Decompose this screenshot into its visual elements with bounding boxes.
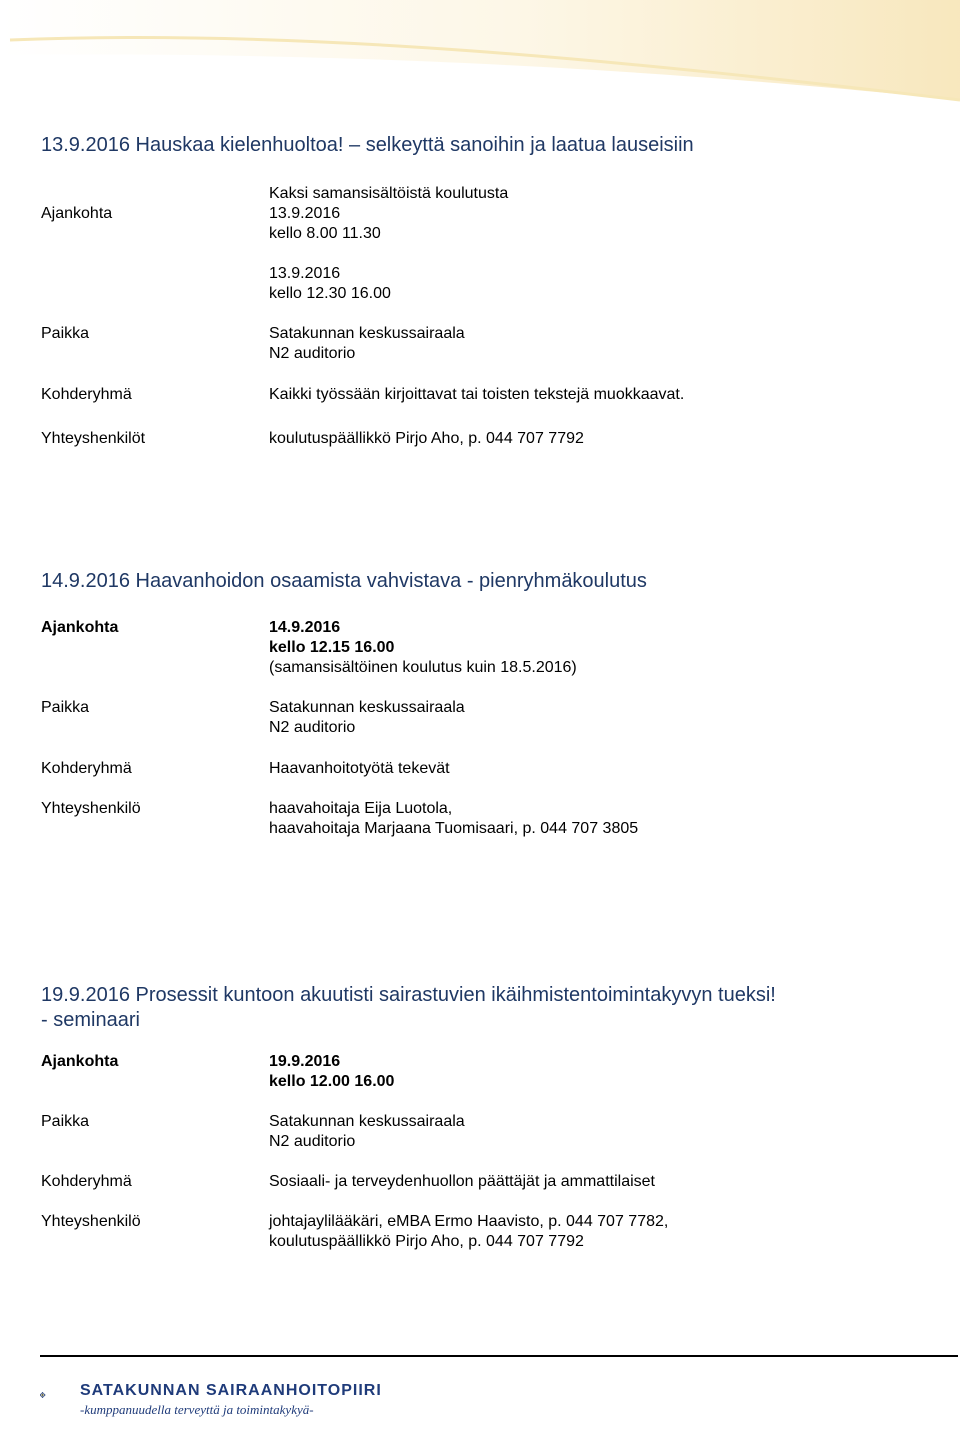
section-3-place-label: Paikka [41, 1113, 90, 1130]
section-3-target-label: Kohderyhmä [41, 1173, 132, 1190]
section-3-contact-1: johtajaylilääkäri, eMBA Ermo Haavisto, p. 044 707 7782, [269, 1213, 669, 1230]
section-1-target: Kaikki työssään kirjoittavat tai toisten tekstejä muokkaavat. [269, 386, 685, 403]
footer-rule [40, 1355, 958, 1357]
section-3-subtitle: - seminaari [41, 1009, 140, 1031]
section-1-contact-label: Yhteyshenkilöt [41, 430, 146, 447]
section-3-place-1: Satakunnan keskussairaala [269, 1113, 465, 1130]
section-1-date-2: 13.9.2016 [269, 265, 341, 282]
section-3-contact-label: Yhteyshenkilö [41, 1213, 141, 1230]
section-2-date: 14.9.2016 [269, 619, 341, 636]
section-2-time: kello 12.15 16.00 [269, 639, 395, 656]
section-3-place-2: N2 auditorio [269, 1133, 356, 1150]
section-2-title: 14.9.2016 Haavanhoidon osaamista vahvistava - pienryhmäkoulutus [41, 570, 647, 592]
section-1-place-2: N2 auditorio [269, 345, 356, 362]
section-3-time-label: Ajankohta [41, 1053, 119, 1070]
section-2-target-label: Kohderyhmä [41, 760, 132, 777]
section-2-note: (samansisältöinen koulutus kuin 18.5.2016) [269, 659, 577, 676]
section-3-contact-2: koulutuspäällikkö Pirjo Aho, p. 044 707 7792 [269, 1233, 584, 1250]
section-2-place-label: Paikka [41, 699, 90, 716]
section-1-target-label: Kohderyhmä [41, 386, 132, 403]
section-1-place-label: Paikka [41, 325, 90, 342]
organization-name: SATAKUNNAN SAIRAANHOITOPIIRI [80, 1382, 382, 1399]
section-1-time-1: kello 8.00 11.30 [269, 225, 381, 242]
section-3-date: 19.9.2016 [269, 1053, 341, 1070]
section-1-title: 13.9.2016 Hauskaa kielenhuoltoa! – selkeyttä sanoihin ja laatua lauseisiin [41, 134, 694, 156]
section-1-time-2: kello 12.30 16.00 [269, 285, 391, 302]
section-2-place-2: N2 auditorio [269, 719, 356, 736]
section-1-date-1: 13.9.2016 [269, 205, 341, 222]
organization-logo-icon [40, 1365, 80, 1425]
section-1-contact: koulutuspäällikkö Pirjo Aho, p. 044 707 7792 [269, 430, 584, 447]
section-3-title: 19.9.2016 Prosessit kuntoon akuutisti sairastuvien ikäihmistentoimintakyvyn tueksi! [41, 984, 776, 1006]
section-2-target: Haavanhoitotyötä tekevät [269, 760, 450, 777]
section-3-time: kello 12.00 16.00 [269, 1073, 395, 1090]
section-3-target: Sosiaali- ja terveydenhuollon päättäjät ja ammattilaiset [269, 1173, 655, 1190]
section-2-contact-2: haavahoitaja Marjaana Tuomisaari, p. 044 707 3805 [269, 820, 639, 837]
section-2-contact-1: haavahoitaja Eija Luotola, [269, 800, 453, 817]
section-1-time-label: Ajankohta [41, 205, 113, 222]
section-2-time-label: Ajankohta [41, 619, 119, 636]
section-2-contact-label: Yhteyshenkilö [41, 800, 141, 817]
organization-slogan: -kumppanuudella terveyttä ja toimintakykyä- [80, 1402, 314, 1417]
section-1-intro: Kaksi samansisältöistä koulutusta [269, 185, 509, 202]
page-corner-decoration [0, 0, 960, 110]
section-1-place-1: Satakunnan keskussairaala [269, 325, 465, 342]
section-2-place-1: Satakunnan keskussairaala [269, 699, 465, 716]
